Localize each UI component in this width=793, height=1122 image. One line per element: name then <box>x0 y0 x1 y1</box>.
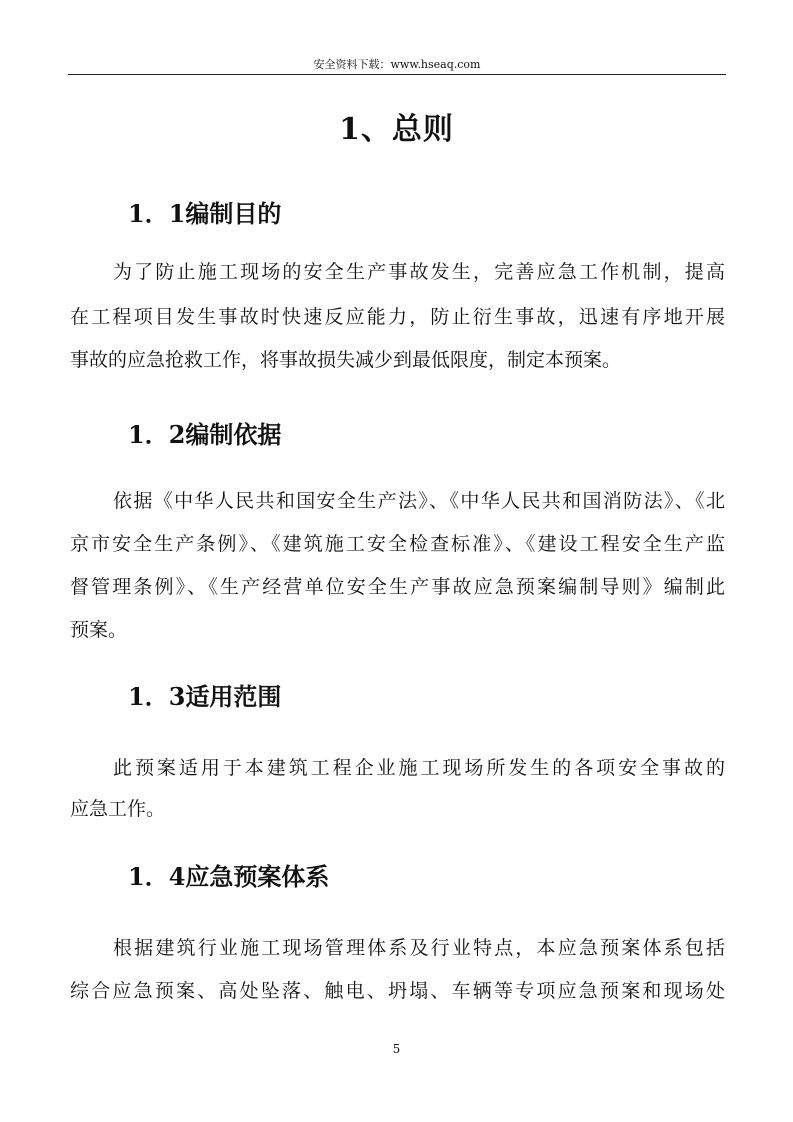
paragraph-line: 事故的应急抢救工作，将事故损失减少到最低限度，制定本预案。 <box>70 349 622 371</box>
section-heading-purpose: 1．1编制目的 <box>128 199 282 228</box>
paragraph-line: 此预案适用于本建筑工程企业施工现场所发生的各项安全事故的 <box>113 757 725 779</box>
paragraph-line: 督管理条例》、《生产经营单位安全生产事故应急预案编制导则》编制此 <box>70 576 725 598</box>
paragraph-line: 依据《中华人民共和国安全生产法》、《中华人民共和国消防法》、《北 <box>113 490 725 512</box>
header-text: 安全资料下载：www.hseaq.com <box>313 58 481 71</box>
page-number: 5 <box>392 1042 401 1056</box>
section-heading-scope: 1．3适用范围 <box>128 682 282 711</box>
paragraph-line: 预案。 <box>70 619 128 641</box>
section-heading-basis: 1．2编制依据 <box>128 420 282 449</box>
section-heading-system: 1．4应急预案体系 <box>128 862 330 891</box>
paragraph-line: 京市安全生产条例》、《建筑施工安全检查标准》、《建设工程安全生产监 <box>70 533 725 555</box>
chapter-title: 1、总则 <box>339 112 454 147</box>
paragraph-line: 根据建筑行业施工现场管理体系及行业特点，本应急预案体系包括 <box>113 937 725 959</box>
paragraph-line: 为了防止施工现场的安全生产事故发生，完善应急工作机制，提高 <box>113 261 725 283</box>
paragraph-line: 应急工作。 <box>70 798 166 820</box>
paragraph-line: 在工程项目发生事故时快速反应能力，防止衍生事故，迅速有序地开展 <box>70 306 725 328</box>
page-header <box>68 56 726 75</box>
paragraph-line: 综合应急预案、高处坠落、触电、坍塌、车辆等专项应急预案和现场处 <box>70 980 725 1002</box>
